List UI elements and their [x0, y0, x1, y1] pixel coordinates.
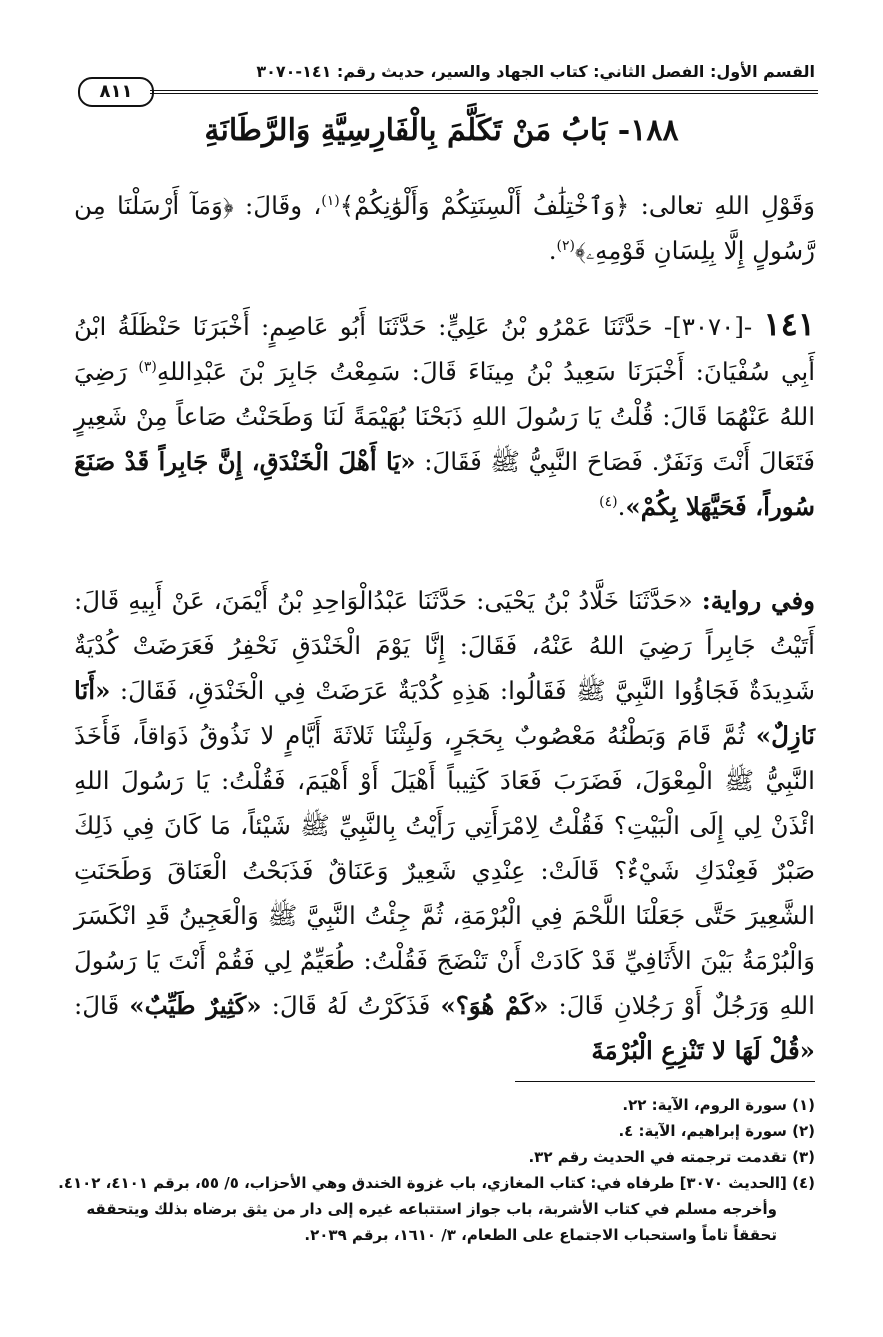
riwaya-paragraph: [74, 578, 815, 1073]
footnote-separator: [515, 1081, 815, 1082]
footnote-ref-2: (٢): [556, 237, 575, 254]
riwaya-quote-2: «كَمْ هُوَ؟»: [440, 991, 549, 1020]
intro-text-b: ، وقَالَ: ﴿وَمَآ أَرْسَلْنَا مِن رَّسُولٍ إِلَّا بِلِسَانِ قَوْمِهِۦ﴾: [74, 191, 815, 265]
footnote-ref-1: (١): [321, 192, 340, 209]
footnotes: [58, 1092, 815, 1248]
hadith-prophet-quote: «يَا أَهْلَ الْخَنْدَقِ، إِنَّ جَابِراً قَدْ صَنَعَ سُوراً، فَحَيَّهَلا بِكُمْ»: [74, 447, 815, 521]
chapter-title: ١٨٨- بَابُ مَنْ تَكَلَّمَ بِالْفَارِسِيَّةِ وَالرَّطَانَةِ: [204, 113, 679, 148]
hadith-paragraph: [74, 302, 815, 529]
footnote-ref-4: (٤): [599, 493, 618, 510]
footnote-number: (٢): [792, 1122, 815, 1140]
riwaya-label: وفي رواية:: [701, 586, 815, 615]
footnote-number: (١): [792, 1096, 815, 1114]
footnote-item: [78, 1144, 815, 1170]
hadith-text-b: رَضِيَ اللهُ عَنْهُمَا قَالَ: قُلْتُ يَا رَسُولَ اللهِ ذَبَحْنَا بُهَيْمَةً لَنَا وَطَحَنْتُ صَاعاً مِنْ شَعِيرٍ فَتَعَالَ أَنْتَ وَنَفَرٌ. فَصَاحَ النَّبِيُّ ﷺ فَقَالَ:: [74, 357, 816, 476]
hadith-number: ١٤١: [763, 305, 815, 343]
riwaya-text-2: ثُمَّ قَامَ وَبَطْنُهُ مَعْصُوبٌ بِحَجَرٍ، وَلَبِثْنَا ثَلاثَةَ أَيَّامٍ لا نَذُوقُ ذَوَاقاً، فَأَخَذَ النَّبِيُّ ﷺ الْمِعْوَلَ، فَضَرَبَ فَعَادَ كَثِيباً أَهْيَلَ أَوْ أَهْيَمَ، فَقُلْتُ: يَا رَسُولَ اللهِ ائْذَنْ لِي إِلَى الْبَيْتِ؟ فَقُلْتُ لِامْرَأَتِي رَأَيْتُ بِالنَّبِيِّ ﷺ شَيْئاً، مَا كَانَ فِي ذَلِكَ صَبْرٌ فَعِنْدَكِ شَيْءٌ؟ قَالَتْ: عِنْدِي شَعِيرٌ وَعَنَاقٌ فَذَبَحْتُ الْعَنَاقَ وَطَحَنَتِ الشَّعِيرَ حَتَّى جَعَلْنَا اللَّحْمَ فِي الْبُرْمَةِ، ثُمَّ جِئْتُ النَّبِيَّ ﷺ وَالْعَجِينُ قَدِ انْكَسَرَ وَالْبُرْمَةُ بَيْنَ الأَثَافِيِّ قَدْ كَادَتْ أَنْ تَنْضَجَ فَقُلْتُ: طُعَيِّمٌ لِي فَقُمْ أَنْتَ يَا رَسُولَ اللهِ وَرَجُلٌ أَوْ رَجُلانِ قَالَ:: [74, 721, 815, 1020]
riwaya-quote-3: «كَثِيرٌ طَيِّبٌ»: [129, 991, 262, 1020]
intro-text-a: وَقَوْلِ اللهِ تعالى: ﴿وَٱخْتِلَٰفُ أَلْسِنَتِكُمْ وَأَلْوَٰنِكُمْ﴾: [339, 191, 815, 220]
running-header: القسم الأول: الفصل الثاني: كتاب الجهاد والسير، حديث رقم: ١٤١-٣٠٧٠: [256, 62, 815, 81]
footnote-ref-3: (٣): [138, 358, 157, 375]
footnote-text: سورة إبراهيم، الآية: ٤.: [618, 1122, 787, 1140]
footnote-item: [78, 1118, 815, 1144]
riwaya-quote-1: «أَنَا نَازِلٌ»: [74, 676, 815, 750]
intro-text-c: .: [548, 236, 557, 265]
riwaya-text-1: «حَدَّثَنَا خَلَّادُ بْنُ يَحْيَى: حَدَّثَنَا عَبْدُالْوَاحِدِ بْنُ أَيْمَنَ، عَنْ أَبِيهِ قَالَ: أَتَيْتُ جَابِراً رَضِيَ اللهُ عَنْهُ، فَقَالَ: إِنَّا يَوْمَ الْخَنْدَقِ نَحْفِرُ فَعَرَضَتْ كُدْيَةٌ شَدِيدَةٌ فَجَاؤُوا النَّبِيَّ ﷺ فَقَالُوا: هَذِهِ كُدْيَةٌ عَرَضَتْ فِي الْخَنْدَقِ، فَقَالَ:: [74, 586, 815, 705]
footnote-text: [الحديث ٣٠٧٠] طرفاه في: كتاب المغازي، باب غزوة الخندق وهي الأحزاب، ٥/ ٥٥، برقم ٤١٠١، ٤١٠٢.: [58, 1174, 787, 1192]
footnote-item: [78, 1092, 815, 1118]
hadith-text-a: حَدَّثَنَا عَمْرُو بْنُ عَلِيٍّ: حَدَّثَنَا أَبُو عَاصِمٍ: أَخْبَرَنَا حَنْظَلَةُ ابْنُ أَبِي سُفْيَانَ: أَخْبَرَنَا سَعِيدُ بْنُ مِينَاءَ قَالَ: سَمِعْتُ جَابِرَ بْنَ عَبْدِاللهِ: [74, 312, 815, 386]
riwaya-quote-4: «قُلْ لَهَا لا تَنْزِعِ الْبُرْمَةَ: [591, 1036, 815, 1065]
footnote-number: (٤): [792, 1174, 815, 1192]
footnote-number: (٣): [792, 1148, 815, 1166]
footnote-continuation: وأخرجه مسلم في كتاب الأشربة، باب جواز استتباعه غيره إلى دار من يثق برضاه بذلك ويتحققه تحققاً تاماً واستحباب الاجتماع على الطعام، ٣/ ١٦١٠، برقم ٢٠٣٩.: [86, 1200, 777, 1244]
header-double-rule: [150, 90, 818, 94]
riwaya-text-4: قَالَ:: [74, 991, 120, 1020]
footnote-text: تقدمت ترجمته في الحديث رقم ٣٢.: [528, 1148, 787, 1166]
footnote-text: سورة الروم، الآية: ٢٢.: [622, 1096, 787, 1114]
footnote-item: [58, 1170, 815, 1196]
intro-paragraph: [74, 183, 815, 273]
page-number-badge: ٨١١: [78, 77, 154, 107]
hadith-id: -[٣٠٧٠]-: [663, 312, 753, 341]
hadith-text-c: .: [617, 492, 626, 521]
riwaya-text-3: فَذَكَرْتُ لَهُ قَالَ:: [271, 991, 431, 1020]
